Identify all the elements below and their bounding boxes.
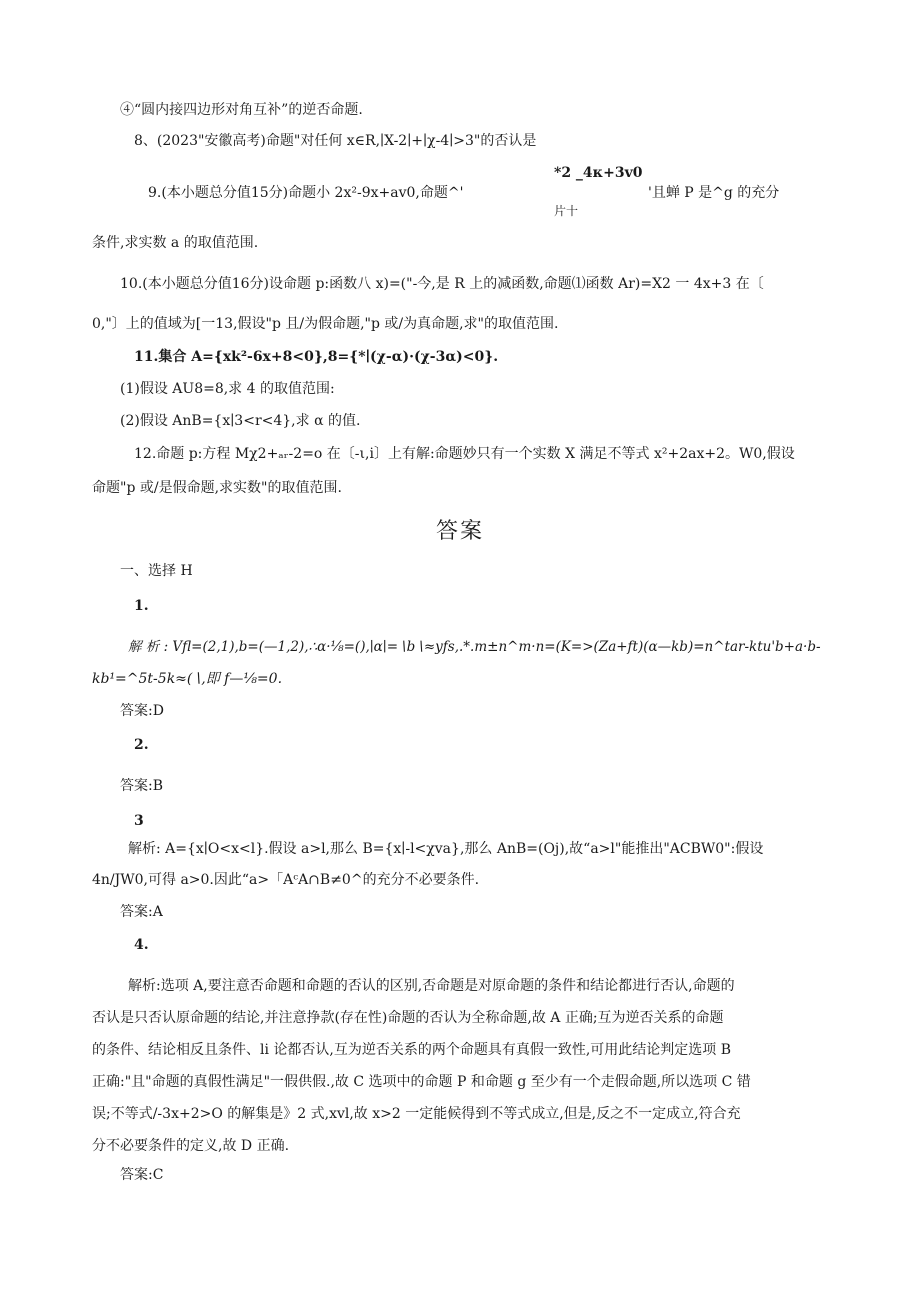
answer-4-number: 4.	[134, 937, 149, 953]
answer-1-explanation-line2: kb¹=^5t-5k≈(∖,即 f—⅛=0.	[92, 671, 283, 687]
answer-4-explanation-line5: 误;不等式/-3x+2>O 的解集是》2 式,xvl,故 x>2 一定能候得到不等式成立,但是,反之不一定成立,符合充	[92, 1106, 741, 1122]
question-11-part2: (2)假设 AnB={x∣3<r<4},求 α 的值.	[120, 413, 361, 429]
question-8: 8、(2023"安徽高考)命题"对任何 x∈R,∣X-2∣+∣χ-4∣>3"的否认是	[134, 133, 537, 149]
answer-1-number: 1.	[134, 598, 149, 614]
answer-3-explanation-line1: 解析: A={x∣O<x<l}.假设 a>l,那么 B={x∣-l<χva},那么 AnB=(Oj),故“a>l"能推出"ACBW0":假设	[128, 841, 764, 857]
answer-2-number: 2.	[134, 737, 149, 753]
answer-4-explanation-line6: 分不必要条件的定义,故 D 正确.	[92, 1138, 290, 1154]
answer-2-answer: 答案:B	[120, 778, 164, 794]
question-11-part1: (1)假设 AU8=8,求 4 的取值范围:	[120, 381, 335, 397]
answers-section-heading: 一、选择 H	[120, 563, 193, 579]
question-11-line1: 11.集合 A={xk²-6x+8<0},8={*∣(χ-α)·(χ-3α)<0}.	[134, 349, 499, 365]
question-10-line1: 10.(本小题总分值16分)设命题 p:函数八 x)=("-今,是 R 上的减函数,命题⑴函数 Ar)=X2 一 4x+3 在〔	[120, 276, 764, 292]
answer-4-explanation-line1: 解析:选项 A,要注意否命题和命题的否认的区别,否命题是对原命题的条件和结论都进行否认,命题的	[128, 978, 735, 994]
answer-3-explanation-line2: 4n/JW0,可得 a>0.因此“a>「AᶜA∩B≠0^的充分不必要条件.	[92, 872, 480, 888]
answer-1-answer: 答案:D	[120, 703, 164, 719]
answer-3-answer: 答案:A	[120, 904, 163, 920]
answer-4-explanation-line2: 否认是只否认原命题的结论,并注意挣款(存在性)命题的否认为全称命题,故 A 正确;互为逆否关系的命题	[92, 1010, 724, 1026]
question-9-main: 9.(本小题总分值15分)命题小 2x²-9x+av0,命题^'	[148, 185, 464, 201]
question-12-line1: 12.命题 p:方程 Mχ2+ₐᵣ-2=o 在〔-ι,i〕上有解:命题妙只有一个实数 X 满足不等式 x²+2ax+2。W0,假设	[134, 446, 795, 462]
answer-1-explanation-line1: 解 析 : Vfl=(2,1),b=(—1,2),∴α·⅛=(),∣α∣=∖b∖≈yfs,.*.m±n^m·n=(K=>(Za+ft)(α—kb)=n^tar-ktu'b+a·b-	[128, 639, 821, 655]
answer-4-explanation-line3: 的条件、结论相反且条件、li 论都否认,互为逆否关系的两个命题具有真假一致性,可用此结论判定选项 B	[92, 1042, 732, 1058]
question-9-fraction-bottom: 片十	[554, 204, 579, 218]
question-9-line2: 条件,求实数 a 的取值范围.	[92, 235, 259, 251]
answer-4-answer: 答案:C	[120, 1167, 164, 1183]
question-9-fraction-top: *2 _4κ+3v0	[554, 165, 643, 181]
answers-title: 答案	[435, 519, 484, 544]
question-9-tail: '且蝉 P 是^g 的充分	[648, 185, 780, 201]
question-10-line2: 0,"〕上的值域为[一13,假设"p 且/为假命题,"p 或/为真命题,求"的取值范围.	[92, 316, 559, 332]
answer-4-explanation-line4: 正确:"且"命题的真假性满足"一假供假.,故 C 选项中的命题 P 和命题 g 至少有一个走假命题,所以选项 C 错	[92, 1074, 751, 1090]
answer-3-number: 3	[134, 813, 144, 829]
item-4-text: ④“圆内接四边形对角互补”的逆否命题.	[120, 102, 363, 118]
question-12-line2: 命题"p 或/是假命题,求实数"的取值范围.	[92, 480, 342, 496]
